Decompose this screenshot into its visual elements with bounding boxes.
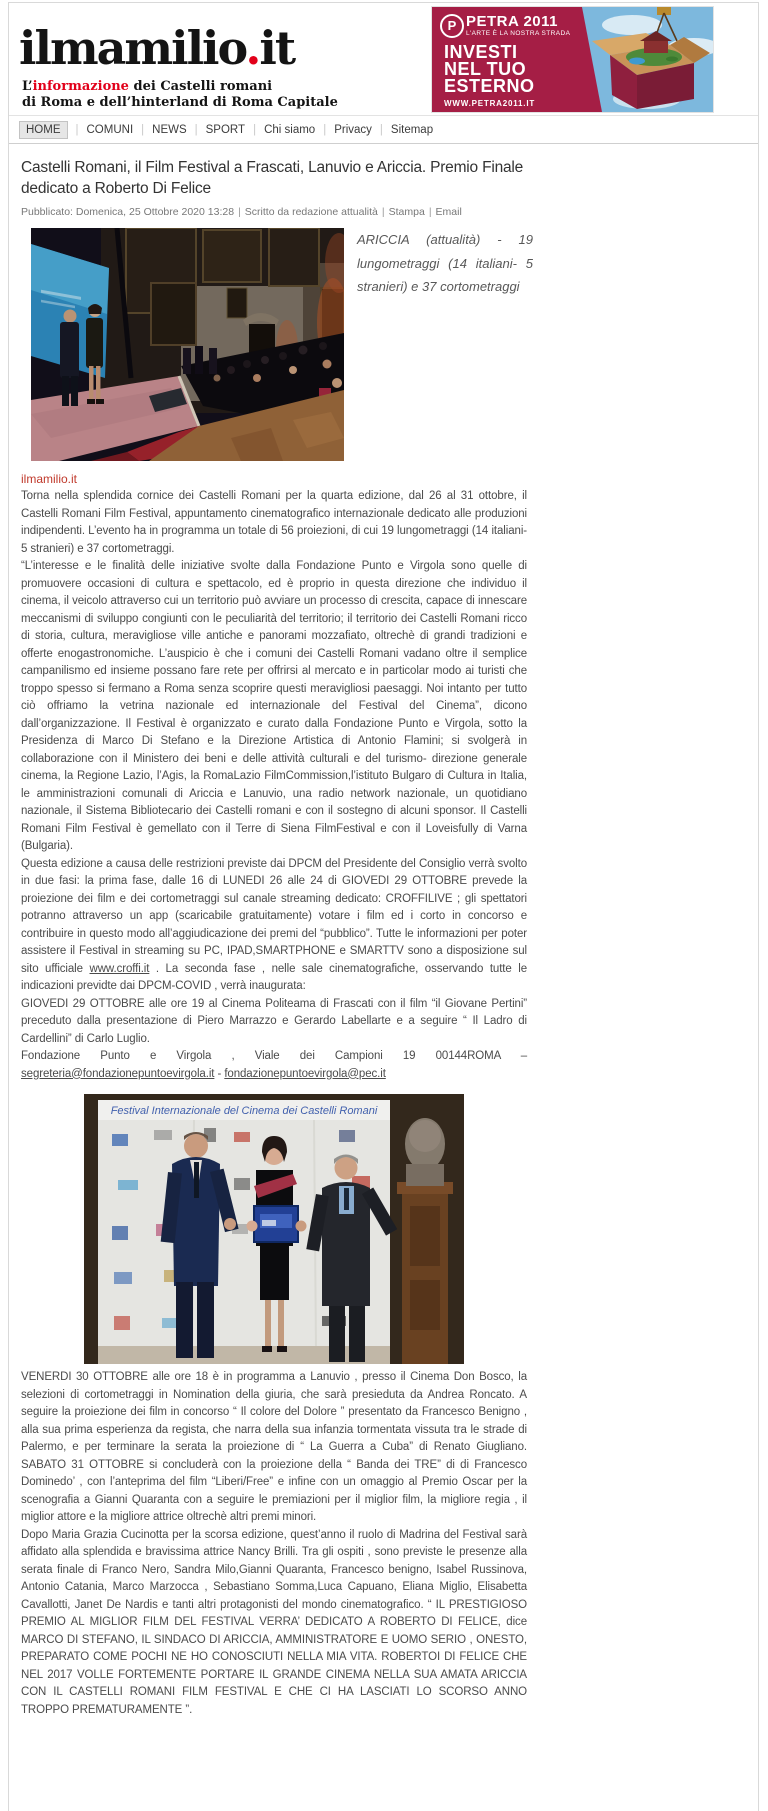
logo-text: ilmamilio: [19, 21, 246, 75]
nav-item-home[interactable]: HOME: [19, 121, 68, 139]
paragraph-3: [21, 856, 527, 996]
paragraph-2: “L’interesse e le finalità delle iniziative svolte dalla Fondazione Punto e Virgola sono quelle di promuovere occasioni di cultura e spettacolo, ed è proprio in questa direzione che individuo il cinema, il veicolo attraverso cui un territorio può avviare un processo di crescita, capace di innescare meccanismi di sviluppo congiunti con le peculiarità del territorio; il territorio dei Castelli Romani ricco di storia, cultura, meravigliose ville antiche e panorami mozzafiato, oltrechè di grandi tradizioni e offerte enogastronomiche. L’auspicio è che i comuni dei Castelli Romani vadano oltre il semplice campanilismo ed insieme possano fare rete per offrirsi al mercato e in particolar modo ai turisti che troppo spesso si fermano a Roma senza scoprire questi meravigliosi paesaggi. Noi intanto per tutto ciò offriamo la vetrina nazionale ed internazionale del Festival del Cinema”, dicono dall’organizzazione. Il Festival è organizzato e curato dalla Fondazione Punto e Virgola, sotto la Presidenza di Marco Di Stefano e la Direzione Artistica di Antonio Flamini; si svolgerà in collaborazione con il Ministero dei beni e delle attività culturali e del turismo- direzione generale cinema, la Regione Lazio, l’Agis, la RomaLazio FilmCommission,l’istituto Bulgaro di Cultura in Italia, le amministrazioni comunali di Ariccia e Lanuvio, una radio network nazionale, un quotidiano nazionale, il Sistema Bibliotecario dei Castelli romani e con il sostegno di alcuni sponsor. Il Castelli Romani Film Festival è gemellato con il Terre di Siena FilmFestival e con il Loveisfully di Varna (Bulgaria).: [21, 560, 527, 852]
croffi-link[interactable]: www.croffi.it: [89, 962, 150, 975]
ad-headline-1: INVESTI: [444, 42, 518, 62]
paragraph-3-text: Questa edizione a causa delle restrizioni previste dai DPCM del Presidente del Consiglio verrà svolto in due fasi: la prima fase, dalle 16 di LUNEDI 26 alle 24 di GIOVEDI 29 OTTOBRE prevede la proiezione dei film e dei cortometraggi sul canale streaming dedicato: CROFFILIVE ; gli spettatori potranno attraverso un app (scaricabile gratuitamente) votare i film ed i corto in concorso e contribuire in questo modo all’aggiudicazione dei premi del “pubblico”. Tutte le informazioni per poter assistere il Festival in streaming su PC, IPAD,SMARTPHONE e SMARTTV sono a disposizione sul sito ufficiale: [21, 857, 527, 975]
petra-logo-icon: P: [440, 14, 464, 38]
site-header: [9, 3, 758, 115]
ad-texts: [432, 7, 713, 112]
paragraph-7: Dopo Maria Grazia Cucinotta per la scorsa edizione, quest’anno il ruolo di Madrina del Festival sarà affidato alla splendida e bravissima attrice Nancy Brilli. Tra gli ospiti , sono previste le presenze alla serata finale di Franco Nero, Sandra Milo,Gianni Quaranta, Francesco benigno, Isabel Russinova, Antonio Catania, Marco Marzocca , Sebastiano Somma,Luca Capuano, Eliana Miglio, Elisabetta Cavallotti, Janet De Nardis e tanti altri protagonisti del mondo cinematografico. “ IL PRESTIGIOSO PREMIO AL MIGLIOR FILM DEL FESTIVAL VERRA’ DEDICATO A ROBERTO DI FELICE, dice MARCO DI STEFANO, IL SINDACO DI ARICCIA, AMMINISTRATORE E UOMO SERIO , ONESTO, PREPARATO COME POCHI NE HO CONOSCIUTI NELLA MIA VITA. ROBERTOI DI FELICE CHE NEL 2017 VOLLE FORTEMENTE PORTARE IL GRANDE CINEMA NELLA SUA AMATA ARICCIA CON IL CASTELLI ROMANI FILM FESTIVAL E CHE CI HA LASCIATI LO SCORSO ANNO TROPPO PREMATURAMENTE ”.: [21, 1528, 527, 1716]
ad-url: WWW.PETRA2011.IT: [444, 99, 536, 108]
photo2-wrap: [21, 1094, 527, 1369]
nav-separator: |: [194, 123, 198, 136]
tagline-line2: di Roma e dell’hinterland di Roma Capitale: [22, 95, 338, 110]
meta-separator: |: [381, 206, 385, 218]
logo-tld: it: [259, 21, 295, 75]
article: [9, 157, 758, 1719]
email-link[interactable]: Email: [435, 206, 462, 218]
author: Scritto da redazione attualità: [244, 206, 378, 218]
nav-item-news[interactable]: NEWS: [152, 123, 187, 136]
logo-dot: .: [245, 21, 260, 75]
paragraph-5-text: Fondazione Punto e Virgola , Viale dei Campioni 19 00144ROMA –: [21, 1050, 527, 1062]
nav-separator: |: [323, 123, 327, 136]
petra-ad-banner[interactable]: [431, 6, 714, 113]
site-logo[interactable]: [19, 21, 295, 75]
content-frame: [8, 2, 759, 1811]
pec-email-link[interactable]: fondazionepuntoevirgola@pec.it: [224, 1067, 386, 1080]
nav-separator: |: [141, 123, 145, 136]
paragraph-1: Torna nella splendida cornice dei Castelli Romani per la quarta edizione, dal 26 al 31 ottobre, il Castelli Romani Film Festival, appuntamento cinematografico internazionale dedicato alle produzioni indipendenti. L’evento ha in programma un totale di 56 proiezioni, di cui 19 lungometraggi (14 italiani- 5 stranieri) e 37 cortometraggi.: [21, 490, 527, 555]
nav-item-sport[interactable]: SPORT: [205, 123, 246, 136]
nav-separator: |: [379, 123, 383, 136]
lead-row: [21, 228, 533, 463]
article-title: Castelli Romani, il Film Festival a Frascati, Lanuvio e Ariccia. Premio Finale dedicato a Roberto Di Felice: [21, 159, 524, 197]
nav-item-privacy[interactable]: Privacy: [334, 123, 372, 136]
photo2-banner-text: Festival Internazionale del Cinema dei Castelli Romani: [110, 1105, 378, 1117]
site-tagline: [22, 79, 338, 111]
article-lead: ARICCIA (attualità) - 19 lungometraggi (14 italiani- 5 stranieri) e 37 cortometraggi: [357, 232, 533, 294]
segreteria-email-link[interactable]: segreteria@fondazionepuntoevirgola.it: [21, 1067, 215, 1080]
tagline-rest: dei Castelli romani: [128, 79, 273, 94]
paragraph-5: [21, 1048, 527, 1083]
paragraph-4: GIOVEDI 29 OTTOBRE alle ore 19 al Cinema Politeama di Frascati con il film “il Giovane Pertini” preceduto dalla presentazione di Piero Marrazzo e Gerardo Labellarte e a seguire “ Il Ladro di Cardellini” di Carlo Luglio.: [21, 997, 527, 1045]
paragraph-6: VENERDI 30 OTTOBRE alle ore 18 è in programma a Lanuvio , presso il Cinema Don Bosco, la selezioni di cortometraggi in Nomination della giuria, che sarà presieduta da Andrea Roncato. A seguire la proiezione dei film in concorso “ Il colore del Dolore ” presentato da Francesco Benigno , alla sua prima esperienza da regista, che narra della sua infanzia tormentata vissuta tra le strade di Palermo, e per terminare la serata la proiezione di “ La Guerra a Cuba” di Renato Giugliano. SABATO 31 OTTOBRE si concluderà con la proiezione della “ Banda dei TRE” di di Francesco Dominedo’ , con l’anteprima del film “Liberi/Free” e infine con un omaggio al Premio Oscar per la scenografia a Gianni Quaranta con a seguire le premiazioni per il miglior film, la migliore regia , il miglior attore e la migliore attrice oltrechè altri premi minori.: [21, 1371, 527, 1523]
published-date: Pubblicato: Domenica, 25 Ottobre 2020 13:28: [21, 206, 235, 218]
nav-separator: |: [253, 123, 257, 136]
nav-item-sitemap[interactable]: Sitemap: [390, 123, 434, 136]
paragraph-5-separator: -: [214, 1067, 225, 1080]
main-nav: [9, 115, 758, 144]
nav-item-comuni[interactable]: COMUNI: [86, 123, 134, 136]
meta-separator: |: [428, 206, 432, 218]
meta-separator: |: [238, 206, 241, 218]
tagline-prefix: L’: [22, 79, 33, 94]
ad-headline-3: ESTERNO: [444, 76, 535, 96]
nav-separator: |: [75, 123, 79, 136]
paragraph-3-text-after: . La seconda fase , nelle sale cinematografiche, osservando tutte le indicazioni previdte dai DPCM-COVID , verrà inaugurata:: [21, 962, 527, 992]
nav-item-chi-siamo[interactable]: Chi siamo: [264, 123, 316, 136]
festival-award-photo: [84, 1094, 464, 1364]
ad-tagline: L'ARTE È LA NOSTRA STRADA: [466, 30, 571, 37]
tagline-highlight: informazione: [32, 79, 129, 94]
theater-ceremony-photo: [31, 228, 344, 461]
source-link[interactable]: ilmamilio.it: [21, 472, 78, 486]
print-link[interactable]: Stampa: [388, 206, 425, 218]
article-meta: [21, 206, 758, 218]
ad-headline-2: NEL TUO: [444, 59, 527, 79]
ad-brand: PETRA 2011: [466, 13, 558, 30]
